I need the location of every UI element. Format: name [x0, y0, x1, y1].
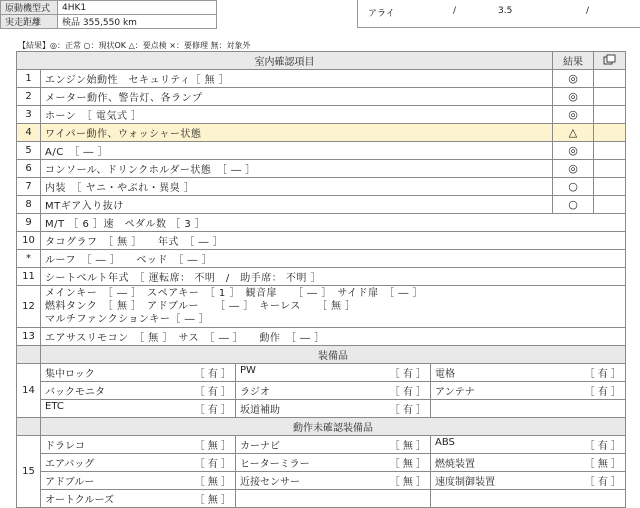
alignment-value: 3.5	[498, 6, 513, 16]
equipment-cell	[236, 364, 431, 382]
copy-icon	[603, 54, 617, 65]
unconfirmed-cell	[431, 472, 626, 490]
unconfirmed-cell	[236, 472, 431, 490]
equipment-value: ［ 有 ］	[584, 387, 621, 398]
check-item: コンソール、ドリンクホルダー状態 ［ ― ］	[41, 160, 553, 178]
check-row	[17, 106, 626, 124]
row-number: 7	[17, 178, 41, 196]
result-header: 結果	[553, 52, 594, 70]
mileage-label: 実走距離	[1, 15, 58, 29]
check-row	[17, 70, 626, 88]
row-number: 4	[17, 124, 41, 142]
blank-cell	[594, 142, 626, 160]
blank-cell	[594, 106, 626, 124]
row-number: 8	[17, 196, 41, 214]
equipment-name: ETC	[45, 401, 64, 412]
check-result: △	[553, 124, 594, 142]
unconfirmed-value: ［ 無 ］	[194, 477, 231, 488]
check-row-highlighted	[17, 124, 626, 142]
keys-line-2: 燃料タンク ［ 無 ］ アドブルー ［ ― ］ キーレス ［ 無 ］	[45, 301, 356, 312]
copy-button[interactable]	[594, 52, 626, 70]
row-number: 3	[17, 106, 41, 124]
unconfirmed-value: ［ 無 ］	[389, 441, 426, 452]
alignment-slash-1: /	[453, 6, 457, 16]
unconfirmed-cell	[236, 490, 431, 508]
equipment-value: ［ 有 ］	[389, 405, 426, 416]
equipment-name: PW	[240, 365, 256, 376]
unconfirmed-cell	[41, 490, 236, 508]
unconfirmed-name: アドブルー	[45, 477, 95, 488]
unconfirmed-header-row	[17, 418, 626, 436]
interior-check-header-row	[17, 52, 626, 70]
row-number: *	[17, 250, 41, 268]
air-suspension-row	[17, 328, 626, 346]
row-number: 5	[17, 142, 41, 160]
check-item: メーター動作、警告灯、各ランプ	[41, 88, 553, 106]
unconfirmed-name: ドラレコ	[45, 441, 85, 452]
blank-cell	[594, 88, 626, 106]
check-result: ○	[553, 196, 594, 214]
unconfirmed-value: ［ 無 ］	[389, 477, 426, 488]
unconfirmed-cell	[236, 454, 431, 472]
equipment-value: ［ 有 ］	[194, 405, 231, 416]
equipment-value: ［ 有 ］	[389, 387, 426, 398]
check-item: M/T ［ 6 ］速 ペダル数 ［ 3 ］	[41, 214, 626, 232]
keys-line-3: マルチファンクションキー［ ― ］	[45, 314, 210, 325]
unconfirmed-cell	[41, 472, 236, 490]
alignment-label: アライ	[368, 9, 395, 19]
equipment-row	[17, 382, 626, 400]
unconfirmed-name: エアバッグ	[45, 459, 95, 470]
alignment-slash-2: /	[586, 6, 590, 16]
unconfirmed-value: ［ 有 ］	[584, 441, 621, 452]
check-row	[17, 160, 626, 178]
mileage-value: 検品 355,550 km	[58, 15, 217, 29]
row-number: 10	[17, 232, 41, 250]
blank-cell	[594, 124, 626, 142]
row-number: 15	[17, 436, 41, 508]
interior-check-title: 室内確認項目	[17, 52, 553, 70]
row-number: 13	[17, 328, 41, 346]
unconfirmed-value: ［ 無 ］	[584, 459, 621, 470]
check-item: タコグラフ ［ 無 ］ 年式 ［ ― ］	[41, 232, 626, 250]
row-number: 11	[17, 268, 41, 286]
check-result: ◎	[553, 70, 594, 88]
equipment-cell	[431, 400, 626, 418]
equipment-cell	[41, 400, 236, 418]
unconfirmed-value: ［ 無 ］	[389, 459, 426, 470]
equipment-name: 坂道補助	[240, 405, 280, 416]
blank-cell	[17, 418, 41, 436]
equipment-header-row	[17, 346, 626, 364]
check-row	[17, 214, 626, 232]
equipment-value: ［ 有 ］	[584, 369, 621, 380]
row-number: 1	[17, 70, 41, 88]
blank-cell	[594, 196, 626, 214]
air-suspension-item: エアサスリモコン ［ 無 ］ サス ［ ― ］ 動作 ［ ― ］	[41, 328, 626, 346]
equipment-name: 電格	[435, 369, 455, 380]
check-item: ワイパー動作、ウォッシャー状態	[41, 124, 553, 142]
unconfirmed-row	[17, 472, 626, 490]
blank-cell	[594, 160, 626, 178]
vehicle-info-table	[0, 0, 217, 29]
engine-model-label: 原動機型式	[1, 1, 58, 15]
check-item: シートベルト年式 ［ 運転席： 不明 / 助手席： 不明 ］	[41, 268, 626, 286]
equipment-title: 装備品	[41, 346, 626, 364]
check-item: 内装 ［ ヤニ・やぶれ・異臭 ］	[41, 178, 553, 196]
check-result: ◎	[553, 88, 594, 106]
equipment-cell	[431, 382, 626, 400]
equipment-cell	[431, 364, 626, 382]
row-number: 9	[17, 214, 41, 232]
unconfirmed-cell	[431, 436, 626, 454]
check-result: ◎	[553, 160, 594, 178]
unconfirmed-name: カーナビ	[240, 441, 280, 452]
unconfirmed-value: ［ 無 ］	[194, 441, 231, 452]
keys-line-1: メインキー ［ ― ］ スペアキー ［ 1 ］ 観音扉 ［ ― ］ サイド扉 ［ ― ］	[45, 288, 423, 299]
check-result: ◎	[553, 142, 594, 160]
unconfirmed-row	[17, 436, 626, 454]
check-row	[17, 250, 626, 268]
keys-item	[41, 286, 626, 328]
unconfirmed-name: ABS	[435, 437, 455, 448]
unconfirmed-title: 動作未確認装備品	[41, 418, 626, 436]
equipment-value: ［ 有 ］	[389, 369, 426, 380]
check-item: ホーン ［ 電気式 ］	[41, 106, 553, 124]
equipment-cell	[236, 382, 431, 400]
check-item: エンジン始動性 セキュリティ［ 無 ］	[41, 70, 553, 88]
check-row	[17, 196, 626, 214]
equipment-name: 集中ロック	[45, 369, 95, 380]
equipment-cell	[41, 382, 236, 400]
equipment-cell	[236, 400, 431, 418]
equipment-value: ［ 有 ］	[194, 387, 231, 398]
result-legend: 【結果】◎：正常 ○：現状OK △：要点検 ×：要修理 無：対象外	[18, 41, 251, 50]
equipment-row	[17, 364, 626, 382]
unconfirmed-name: 燃焼装置	[435, 459, 475, 470]
unconfirmed-cell	[41, 454, 236, 472]
check-item: A/C ［ ― ］	[41, 142, 553, 160]
check-item: MTギア入り抜け	[41, 196, 553, 214]
blank-cell	[594, 70, 626, 88]
check-result: ◎	[553, 106, 594, 124]
equipment-value: ［ 有 ］	[194, 369, 231, 380]
engine-model-value: 4HK1	[58, 1, 217, 15]
alignment-box	[357, 0, 640, 28]
vehicle-info-header	[0, 0, 640, 30]
check-row	[17, 142, 626, 160]
equipment-cell	[41, 364, 236, 382]
unconfirmed-row	[17, 454, 626, 472]
check-row	[17, 268, 626, 286]
unconfirmed-row	[17, 490, 626, 508]
check-result: ○	[553, 178, 594, 196]
check-row	[17, 178, 626, 196]
row-number: 14	[17, 364, 41, 418]
check-row	[17, 88, 626, 106]
check-row	[17, 232, 626, 250]
row-number: 2	[17, 88, 41, 106]
row-number: 6	[17, 160, 41, 178]
unconfirmed-cell	[41, 436, 236, 454]
unconfirmed-name: 近接センサー	[240, 477, 300, 488]
equipment-name: ラジオ	[240, 387, 270, 398]
check-item: ルーフ ［ ― ］ ベッド ［ ― ］	[41, 250, 626, 268]
unconfirmed-cell	[431, 490, 626, 508]
unconfirmed-cell	[236, 436, 431, 454]
equipment-name: バックモニタ	[45, 387, 105, 398]
equipment-row	[17, 400, 626, 418]
inspection-table	[16, 51, 626, 508]
unconfirmed-name: オートクルーズ	[45, 495, 114, 506]
unconfirmed-name: ヒーターミラー	[240, 459, 310, 470]
blank-cell	[17, 346, 41, 364]
equipment-name: アンテナ	[435, 387, 475, 398]
row-number: 12	[17, 286, 41, 328]
unconfirmed-value: ［ 有 ］	[584, 477, 621, 488]
unconfirmed-value: ［ 有 ］	[194, 459, 231, 470]
unconfirmed-cell	[431, 454, 626, 472]
blank-cell	[594, 178, 626, 196]
unconfirmed-name: 速度制御装置	[435, 477, 495, 488]
unconfirmed-value: ［ 無 ］	[194, 495, 231, 506]
keys-row	[17, 286, 626, 328]
